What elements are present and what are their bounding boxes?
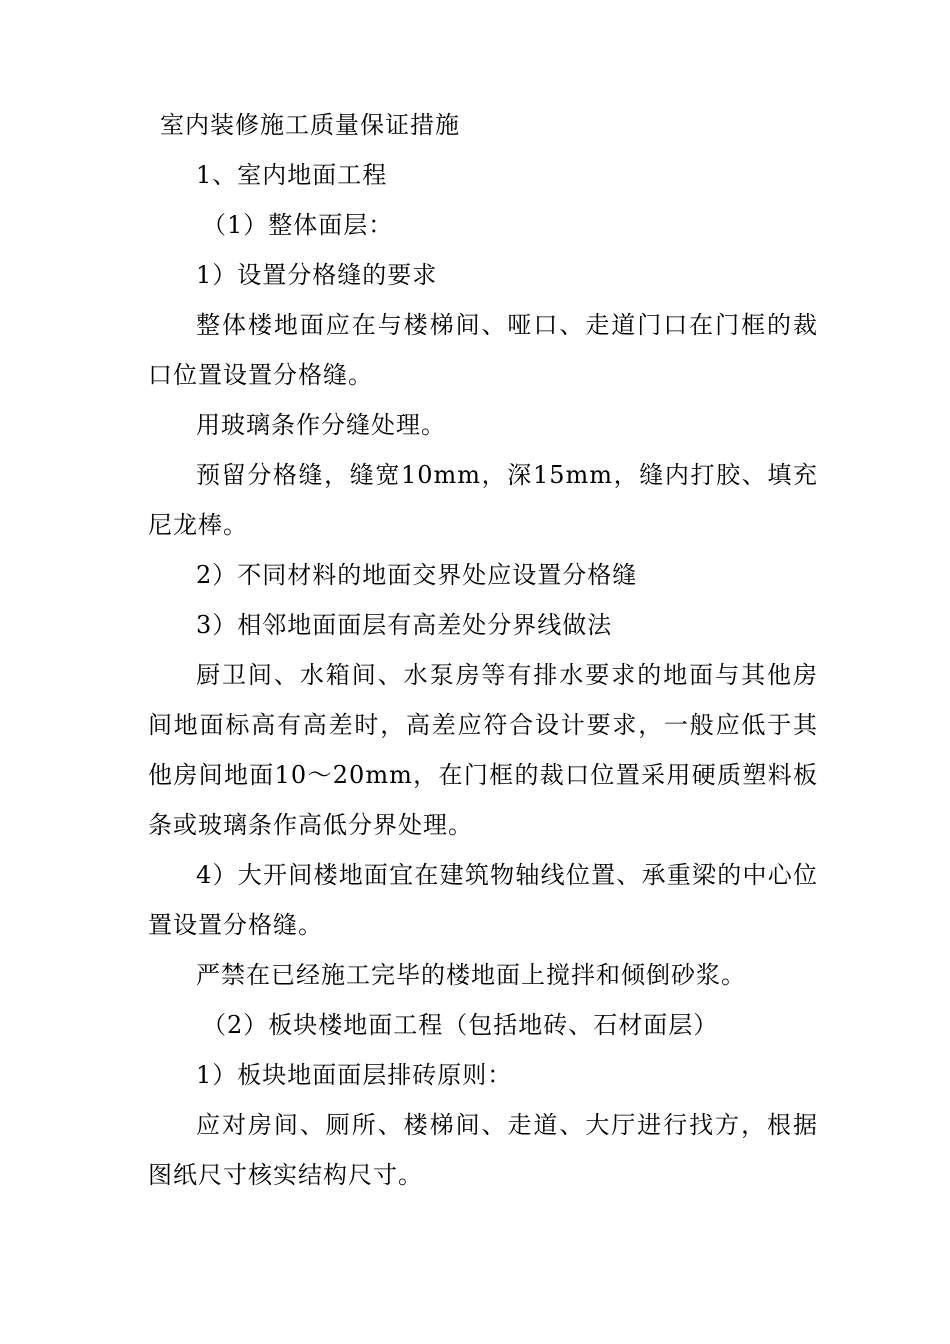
body-paragraph: 严禁在已经施工完毕的楼地面上搅拌和倾倒砂浆。: [196, 961, 746, 989]
document-body: [148, 104, 818, 1200]
subsection-heading-1: （1）整体面层：: [202, 211, 394, 239]
body-paragraph: 整体楼地面应在与楼梯间、哑口、走道门口在门框的裁口位置设置分格缝。: [148, 311, 818, 389]
item-heading-2: 2）不同材料的地面交界处应设置分格缝: [196, 561, 638, 589]
body-paragraph: 用玻璃条作分缝处理。: [196, 411, 446, 439]
body-paragraph: 厨卫间、水箱间、水泵房等有排水要求的地面与其他房间地面标高有高差时，高差应符合设计要求，一般应低于其他房间地面10～20mm，在门框的裁口位置采用硬质塑料板条或玻璃条作高低分界处理。: [148, 661, 818, 839]
body-paragraph: 应对房间、厕所、楼梯间、走道、大厅进行找方，根据图纸尺寸核实结构尺寸。: [148, 1111, 818, 1189]
item-heading-1: 1）设置分格缝的要求: [196, 261, 438, 289]
item-heading-4: 4）大开间楼地面宜在建筑物轴线位置、承重梁的中心位置设置分格缝。: [148, 861, 818, 939]
item-heading-5: 1）板块地面面层排砖原则：: [196, 1061, 513, 1089]
subsection-heading-2: （2）板块楼地面工程（包括地砖、石材面层）: [202, 1011, 719, 1039]
body-paragraph: 预留分格缝，缝宽10mm，深15mm，缝内打胶、填充尼龙棒。: [148, 461, 818, 539]
section-heading-1: 1、室内地面工程: [196, 161, 388, 189]
item-heading-3: 3）相邻地面面层有高差处分界线做法: [196, 611, 613, 639]
document-title: 室内装修施工质量保证措施: [160, 111, 460, 139]
